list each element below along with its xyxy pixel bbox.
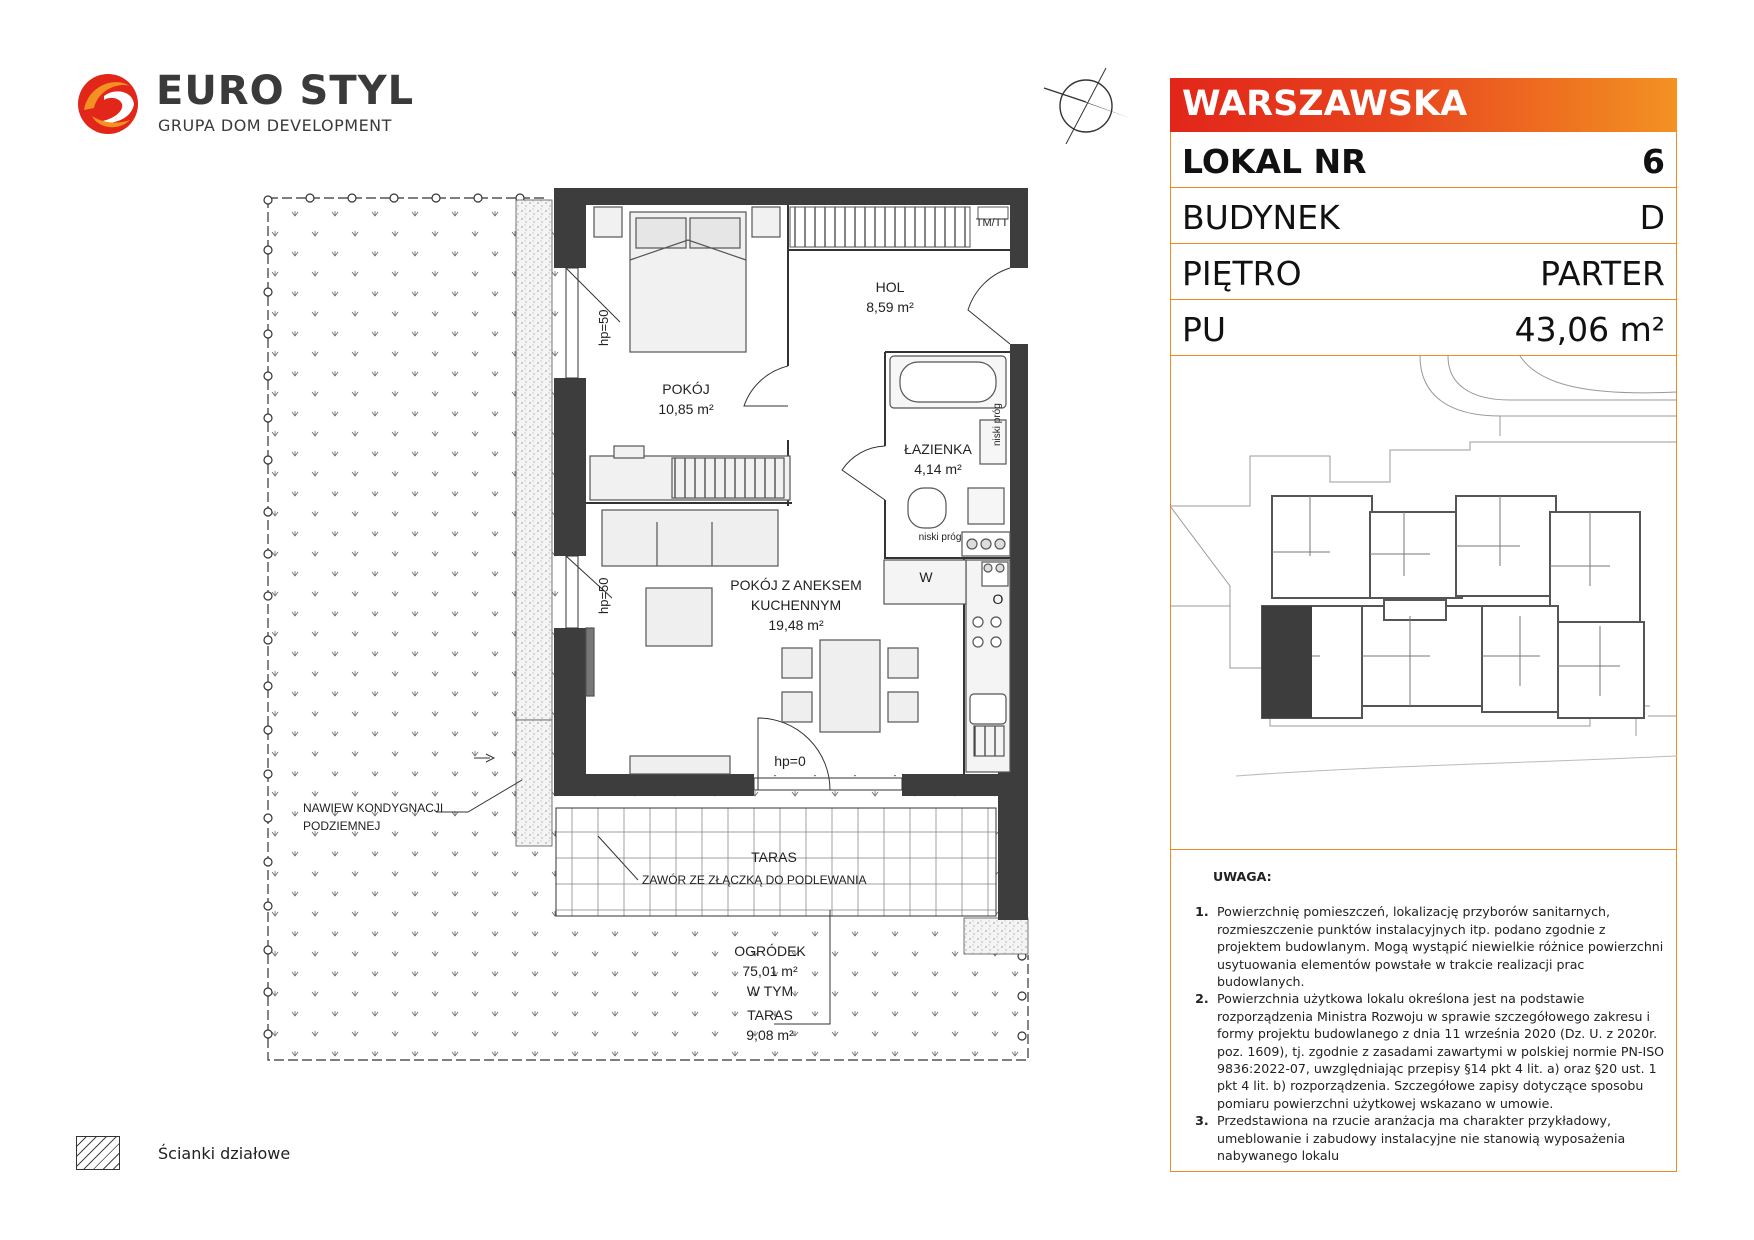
room-name-salon-2: KUCHENNYM bbox=[750, 597, 842, 613]
room-area-lazienka: 4,14 m² bbox=[914, 461, 962, 477]
low-threshold-label-1: niski próg bbox=[992, 403, 1003, 446]
key-plan-drawing bbox=[1170, 356, 1677, 850]
brand-name: EURO STYL bbox=[156, 68, 415, 114]
room-area-hol: 8,59 m² bbox=[866, 299, 914, 315]
hp50-label-1: hp=50 bbox=[596, 309, 611, 346]
row-pu-value: 43,06 m² bbox=[1514, 310, 1665, 349]
room-name-lazienka: ŁAZIENKA bbox=[904, 441, 972, 457]
legend-label: Ścianki działowe bbox=[158, 1144, 291, 1163]
heating-label: O bbox=[992, 591, 1004, 607]
row-pu-label: PU bbox=[1182, 310, 1227, 349]
garden-area-value: 75,01 m² bbox=[742, 963, 798, 979]
row-lokal-value: 6 bbox=[1642, 142, 1665, 181]
investment-header bbox=[1170, 78, 1677, 132]
garden-sub: W TYM bbox=[746, 983, 794, 999]
garden-name: OGRÓDEK bbox=[734, 943, 806, 959]
room-name-salon-1: POKÓJ Z ANEKSEM bbox=[730, 577, 862, 593]
investment-name: WARSZAWSKA bbox=[1182, 84, 1468, 124]
brand-subtitle: GRUPA DOM DEVELOPMENT bbox=[158, 116, 392, 135]
hall-wardrobe bbox=[790, 207, 970, 247]
water-meter-label: W bbox=[919, 569, 933, 585]
tm-tt-label: TM/TT bbox=[975, 217, 1009, 229]
building-key-plan bbox=[1170, 356, 1677, 850]
row-budynek bbox=[1170, 188, 1677, 244]
note-item-3: 3. Przedstawiona na rzucie aranżacja ma charakter przykładowy, umeblowanie i zabudowy instalacyjne nie stanowią wyposażenia nabywanego lokalu bbox=[1213, 1112, 1666, 1164]
notes-title: UWAGA: bbox=[1213, 869, 1272, 884]
row-pietro-label: PIĘTRO bbox=[1182, 254, 1302, 293]
row-lokal bbox=[1170, 132, 1677, 188]
room-area-salon: 19,48 m² bbox=[768, 617, 824, 633]
room-name-pokoj: POKÓJ bbox=[662, 381, 710, 397]
hp0-label: hp=0 bbox=[774, 753, 806, 769]
row-budynek-value: D bbox=[1639, 198, 1665, 237]
room-name-taras: TARAS bbox=[751, 849, 797, 865]
row-budynek-label: BUDYNEK bbox=[1182, 198, 1340, 237]
room-area-pokoj: 10,85 m² bbox=[658, 401, 714, 417]
north-compass-icon bbox=[1040, 66, 1132, 146]
room-name-hol: HOL bbox=[875, 279, 905, 295]
notes-section bbox=[1186, 868, 1666, 1165]
low-threshold-label-2: niski próg bbox=[918, 532, 962, 543]
row-pietro-value: PARTER bbox=[1540, 254, 1665, 293]
water-valve-label: ZAWÓR ZE ZŁĄCZKĄ DO PODLEWANIA bbox=[642, 873, 867, 887]
garden-sub-area: 9,08 m² bbox=[746, 1027, 794, 1043]
note-item-1: 1. Powierzchnię pomieszczeń, lokalizację przyborów sanitarnych, rozmieszczenie punktów instalacyjnych itp. podano zgodnie z projektem budowlanym. Mogą wystąpić niewielkie różnice powierzchni usytuowania elementów powstałe w trakcie realizacji prac budowlanych. bbox=[1213, 903, 1666, 990]
air-intake-label-2: PODZIEMNEJ bbox=[303, 819, 381, 833]
air-intake-label-1: NAWIEW KONDYGNACJI bbox=[303, 801, 444, 815]
row-lokal-label: LOKAL NR bbox=[1182, 142, 1367, 181]
row-pu bbox=[1170, 300, 1677, 356]
note-item-2: 2. Powierzchnia użytkowa lokalu określona jest na podstawie rozporządzenia Ministra Rozwoju w sprawie szczegółowego zakresu i formy projektu budowlanego z dnia 11 września 2020 (Dz. U. z 2020r. poz. 1609), tj. zgodnie z zasadami zawartymi w polskiej normie PN-ISO 9836:2022-07, uwzględniając przepisy §14 pkt 4 lit. a) oraz §20 ust. 1 pkt 4 lit. b) rozporządzenia. Szczegółowe zapisy dotyczące sposobu pomiaru powierzchni użytkowej wskazano w umowie. bbox=[1213, 990, 1666, 1112]
partition-wall-swatch bbox=[76, 1136, 120, 1170]
garden-sub-name: TARAS bbox=[747, 1007, 793, 1023]
hp50-label-2: hp=50 bbox=[596, 577, 611, 614]
notes-list bbox=[1186, 903, 1666, 1164]
row-pietro bbox=[1170, 244, 1677, 300]
